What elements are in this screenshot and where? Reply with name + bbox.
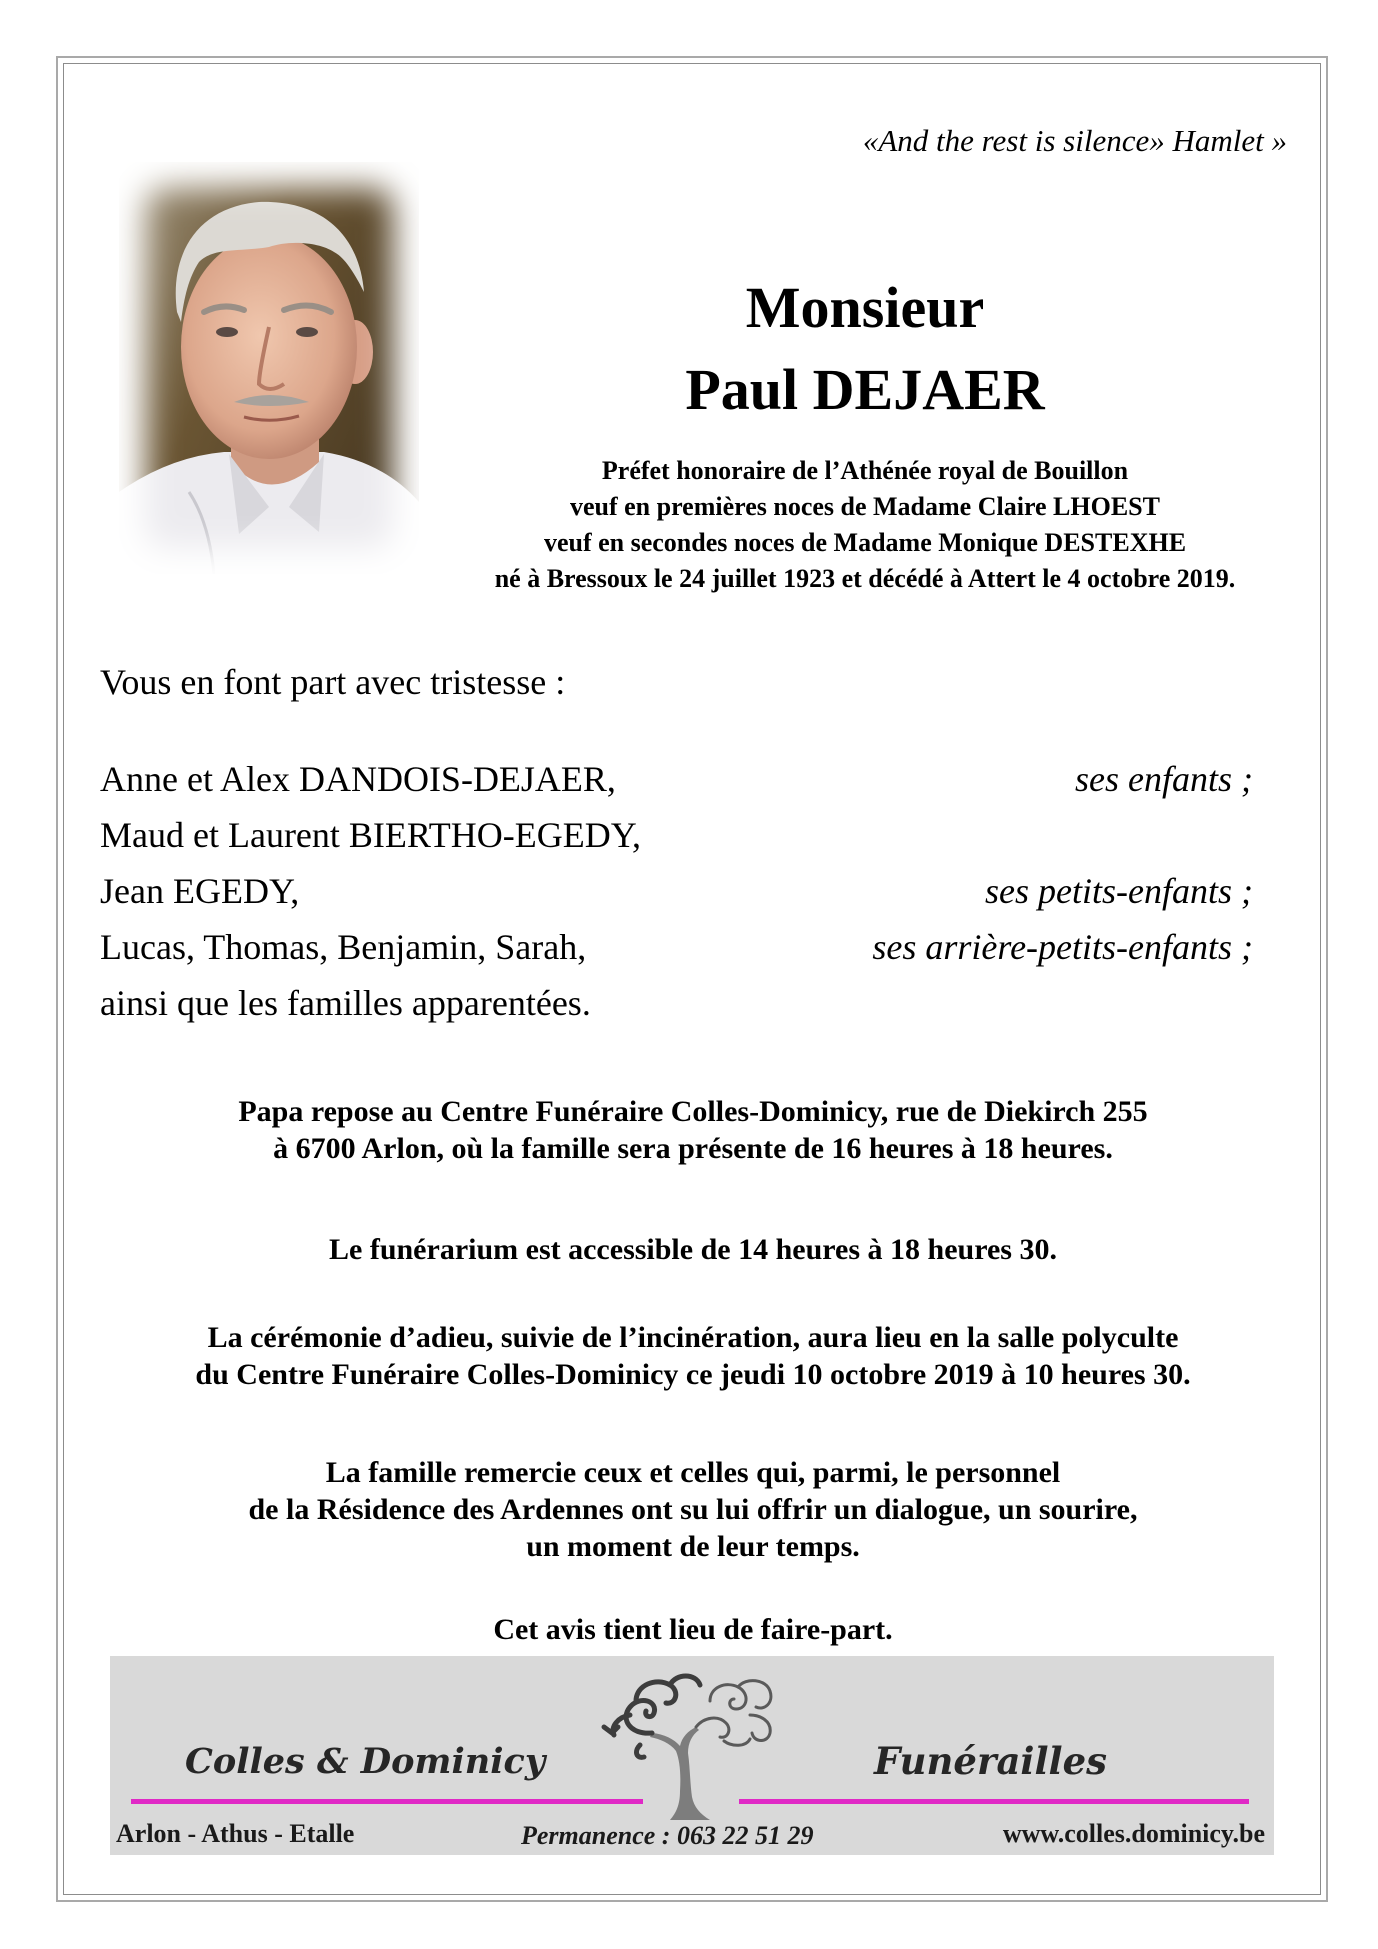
family-list: [100, 751, 1253, 1031]
notice-line: à 6700 Arlon, où la famille sera présente de 16 heures à 18 heures.: [273, 1132, 1113, 1165]
family-row: [100, 863, 1253, 919]
notice-line: La famille remercie ceux et celles qui, parmi, le personnel: [325, 1456, 1061, 1489]
announcement-intro: Vous en font part avec tristesse :: [100, 662, 566, 702]
notice-line: du Centre Funéraire Colles-Dominicy ce jeudi 10 octobre 2019 à 10 heures 30.: [195, 1358, 1191, 1391]
funeral-home-brand: Colles & Dominicy: [185, 1741, 546, 1782]
notice-line: un moment de leur temps.: [526, 1530, 860, 1563]
family-names: Jean EGEDY,: [100, 871, 300, 911]
funeral-home-banner: [110, 1656, 1274, 1855]
family-relation: ses arrière-petits-enfants ;: [872, 927, 1253, 967]
family-names: Maud et Laurent BIERTHO-EGEDY,: [100, 815, 642, 855]
funeral-service-label: Funérailles: [874, 1739, 1107, 1783]
family-relation: ses petits-enfants ;: [985, 871, 1253, 911]
family-names: ainsi que les familles apparentées.: [100, 983, 591, 1023]
family-names: Lucas, Thomas, Benjamin, Sarah,: [100, 927, 587, 967]
notice-line: La cérémonie d’adieu, suivie de l’incinération, aura lieu en la salle polyculte: [207, 1321, 1179, 1354]
accent-rule-right: [739, 1799, 1249, 1804]
epigraph-quote: «And the rest is silence» Hamlet »: [862, 123, 1287, 158]
family-row: [100, 807, 1253, 863]
notice-line: de la Résidence des Ardennes ont su lui offrir un dialogue, un sourire,: [248, 1493, 1138, 1526]
funeral-home-phone: Permanence : 063 22 51 29: [521, 1821, 814, 1850]
family-row: [100, 975, 1253, 1031]
family-row: [100, 751, 1253, 807]
notice-ceremony: [96, 1319, 1290, 1393]
notice-line: Le funérarium est accessible de 14 heures à 18 heures 30.: [329, 1233, 1057, 1266]
family-row: [100, 919, 1253, 975]
family-relation: ses enfants ;: [1075, 759, 1253, 799]
deceased-name: Paul DEJAER: [685, 357, 1045, 422]
family-names: Anne et Alex DANDOIS-DEJAER,: [100, 759, 616, 799]
notice-viewing: [96, 1093, 1290, 1167]
tree-logo-icon: [600, 1671, 787, 1820]
deceased-details: [425, 453, 1305, 597]
funeral-home-locations: Arlon - Athus - Etalle: [116, 1819, 355, 1848]
notice-hours: [96, 1231, 1290, 1268]
detail-line: Préfet honoraire de l’Athénée royal de Bouillon: [601, 456, 1129, 485]
detail-line: veuf en secondes noces de Madame Monique DESTEXHE: [543, 528, 1187, 557]
detail-line: né à Bressoux le 24 juillet 1923 et décédé à Attert le 4 octobre 2019.: [494, 564, 1236, 593]
civility-title: Monsieur: [745, 275, 985, 340]
closing-note: Cet avis tient lieu de faire-part.: [493, 1613, 893, 1646]
funeral-home-website: www.colles.dominicy.be: [1002, 1819, 1265, 1848]
accent-rule-left: [131, 1799, 643, 1804]
portrait-photo: [119, 162, 419, 574]
notice-thanks: [96, 1454, 1290, 1565]
notice-line: Papa repose au Centre Funéraire Colles-Dominicy, rue de Diekirch 255: [238, 1095, 1148, 1128]
detail-line: veuf en premières noces de Madame Claire LHOEST: [569, 492, 1160, 521]
